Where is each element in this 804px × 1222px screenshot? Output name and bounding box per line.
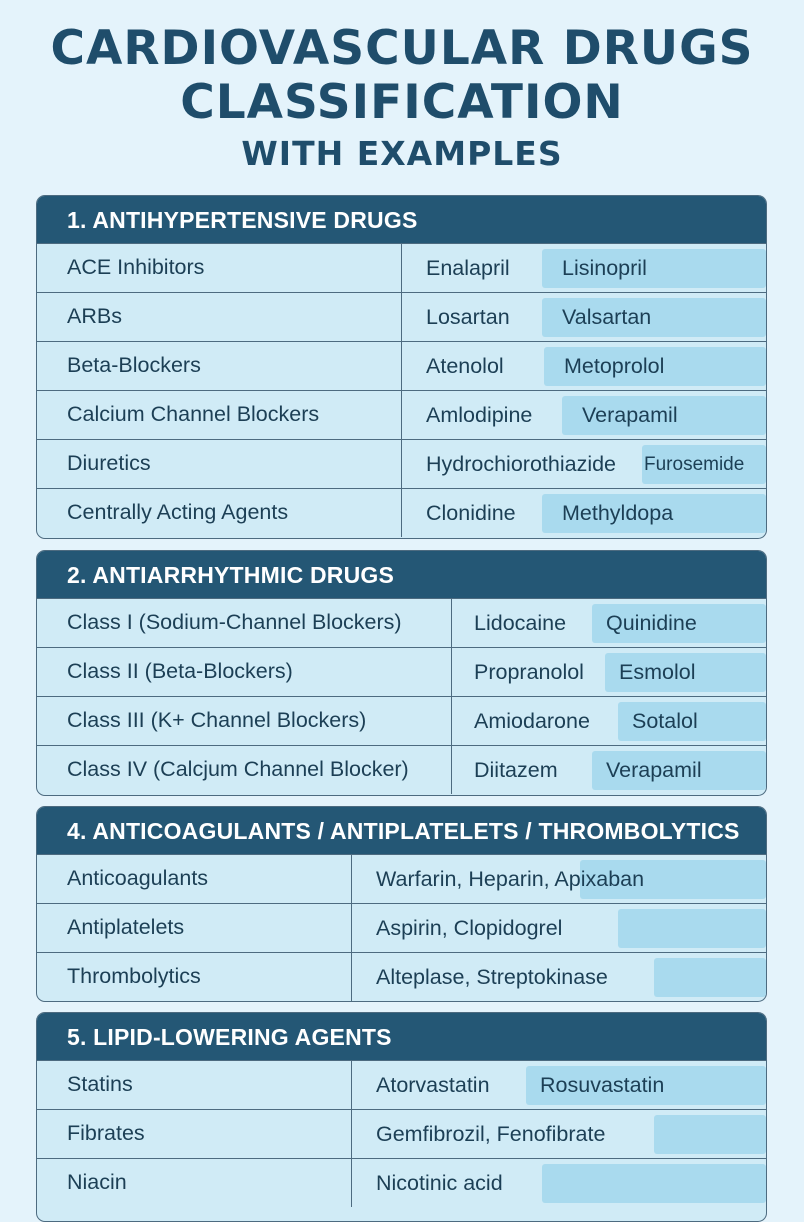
drug-class-cell: Class I (Sodium-Channel Blockers) <box>37 599 452 647</box>
table-row <box>37 439 766 488</box>
example-primary: Diitazem <box>474 757 558 782</box>
example-secondary: Lisinopril <box>542 249 766 288</box>
table-row <box>37 696 766 745</box>
example-secondary: Verapamil <box>592 751 766 790</box>
drug-class-cell: Anticoagulants <box>37 855 352 903</box>
section-heading: 5. LIPID-LOWERING AGENTS <box>37 1013 766 1060</box>
examples-cell <box>352 1110 766 1158</box>
example-primary: Alteplase, Streptokinase <box>376 964 608 989</box>
example-primary: Losartan <box>426 304 510 329</box>
example-primary: Hydrochiorothiazide <box>426 451 617 476</box>
example-primary: Amlodipine <box>426 402 533 427</box>
examples-cell <box>402 440 766 488</box>
table-row <box>37 903 766 952</box>
example-highlight <box>654 958 766 997</box>
drug-class-cell: ACE Inhibitors <box>37 244 402 292</box>
table-row <box>37 1109 766 1158</box>
section-antihypertensive <box>36 195 767 539</box>
example-secondary: Sotalol <box>618 702 766 741</box>
drug-class-cell: Thrombolytics <box>37 953 352 1001</box>
table-row <box>37 598 766 647</box>
examples-cell <box>352 855 766 903</box>
page-title-line-1: CARDIOVASCULAR DRUGS <box>50 21 754 76</box>
table-row <box>37 341 766 390</box>
drug-class-cell: Fibrates <box>37 1110 352 1158</box>
table-row <box>37 243 766 292</box>
example-primary: Aspirin, Clopidogrel <box>376 915 563 940</box>
example-secondary: Valsartan <box>542 298 766 337</box>
drug-class-cell: ARBs <box>37 293 402 341</box>
drug-class-cell: Beta-Blockers <box>37 342 402 390</box>
examples-cell <box>402 244 766 292</box>
table-row <box>37 292 766 341</box>
drug-class-cell: Class II (Beta-Blockers) <box>37 648 452 696</box>
example-primary: Nicotinic acid <box>376 1170 503 1195</box>
example-secondary: Verapamil <box>562 396 766 435</box>
drug-class-cell: Statins <box>37 1061 352 1109</box>
example-secondary: Rosuvastatin <box>526 1066 766 1105</box>
example-secondary: Quinidine <box>592 604 766 643</box>
title-block <box>0 22 804 174</box>
examples-cell <box>452 599 766 647</box>
table-row <box>37 647 766 696</box>
example-primary: Gemfibrozil, Fenofibrate <box>376 1121 606 1146</box>
example-primary: Warfarin, Heparin, Apixaban <box>376 866 645 891</box>
table-row <box>37 745 766 794</box>
drug-class-cell: Niacin <box>37 1159 352 1207</box>
section-heading: 1. ANTIHYPERTENSIVE DRUGS <box>37 196 766 243</box>
examples-cell <box>352 1061 766 1109</box>
examples-cell <box>402 293 766 341</box>
example-primary: Amiodarone <box>474 708 590 733</box>
examples-cell <box>352 904 766 952</box>
table-row <box>37 488 766 537</box>
drug-class-cell: Class III (K+ Channel Blockers) <box>37 697 452 745</box>
example-primary: Clonidine <box>426 500 516 525</box>
page-subtitle: WITH EXAMPLES <box>241 134 563 173</box>
drug-class-cell: Calcium Channel Blockers <box>37 391 402 439</box>
table-row <box>37 1060 766 1109</box>
section-heading: 2. ANTIARRHYTHMIC DRUGS <box>37 551 766 598</box>
example-secondary: Methyldopa <box>542 494 766 533</box>
drug-class-cell: Centrally Acting Agents <box>37 489 402 537</box>
section-heading: 4. ANTICOAGULANTS / ANTIPLATELETS / THROMBOLYTICS <box>37 807 766 854</box>
example-secondary: Esmolol <box>605 653 766 692</box>
example-primary: Lidocaine <box>474 610 567 635</box>
page-title-line-2: CLASSIFICATION <box>180 75 624 130</box>
examples-cell <box>452 697 766 745</box>
examples-cell <box>402 489 766 537</box>
table-row <box>37 390 766 439</box>
examples-cell <box>452 648 766 696</box>
section-anticoagulants <box>36 806 767 1002</box>
example-secondary: Furosemide <box>642 445 766 484</box>
example-highlight <box>542 1164 766 1203</box>
examples-cell <box>402 391 766 439</box>
table-row <box>37 854 766 903</box>
section-lipid-lowering <box>36 1012 767 1222</box>
examples-cell <box>352 953 766 1001</box>
example-highlight <box>618 909 766 948</box>
examples-cell <box>452 746 766 794</box>
example-secondary: Metoprolol <box>544 347 766 386</box>
example-highlight <box>654 1115 766 1154</box>
section-antiarrhythmic <box>36 550 767 796</box>
example-primary: Atorvastatin <box>376 1072 490 1097</box>
example-primary: Atenolol <box>426 353 504 378</box>
drug-class-cell: Diuretics <box>37 440 402 488</box>
table-row <box>37 952 766 1001</box>
drug-class-cell: Class IV (Calcjum Channel Blocker) <box>37 746 452 794</box>
drug-class-cell: Antiplatelets <box>37 904 352 952</box>
examples-cell <box>402 342 766 390</box>
example-primary: Enalapril <box>426 255 510 280</box>
example-primary: Propranolol <box>474 659 584 684</box>
